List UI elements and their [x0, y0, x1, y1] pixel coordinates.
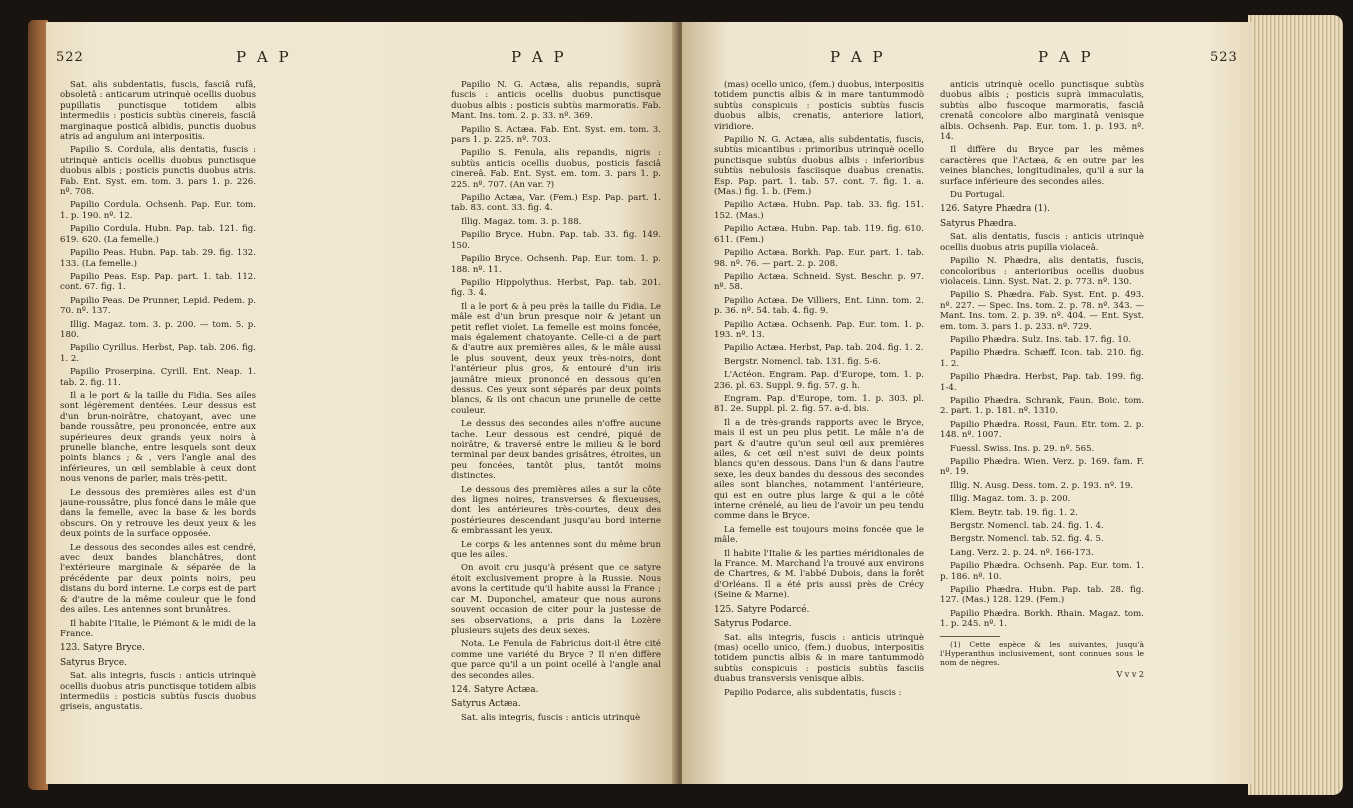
paragraph: Papilio N. Phædra, alis dentatis, fuscis, concoloribus : anterioribus ocellis duobus violaceis. Linn. Syst. Nat. 2. p. 773. nº. 130.	[940, 256, 1144, 287]
paragraph: Lang. Verz. 2. p. 24. nº. 166-173.	[950, 547, 1094, 558]
signature-mark: V v v 2	[1116, 669, 1144, 679]
paragraph: Sat. alis dentatis, fuscis : anticis utrinquè ocellis duobus atris pupilla violaceâ.	[940, 232, 1144, 253]
paragraph: Papilio Phædra. Schæff. Icon. tab. 210. fig. 1. 2.	[940, 348, 1144, 369]
paragraph: Illig. Magaz. tom. 3. p. 200.	[950, 494, 1071, 505]
running-head: P A P	[830, 48, 886, 66]
paragraph: Papilio N. G. Actæa, alis subdentatis, fuscis, subtùs micantibus : primoribus utrinquè ocello punctisque subtùs duobus albis : inferioribus subtùs nebulosis fasciisque duabus crenatis. Esp. Pap. part. 1. tab. 57. cont. 7. fig. 1. a. (Mas.) fig. 1. b. (Fem.)	[714, 135, 924, 198]
paragraph: Papilio S. Fenula, alis repandis, nigris : subtùs anticis ocellis duobus, posticis fasciâ cinereâ. Fab. Ent. Syst. em. tom. 3. pars 1. p. 225. nº. 707. (An var. ?)	[451, 148, 661, 190]
paragraph: Satyrus Phædra.	[940, 218, 1017, 229]
paragraph: Papilio Phædra. Ochsenh. Pap. Eur. tom. 1. p. 186. nº. 10.	[940, 561, 1144, 582]
paragraph: Papilio Actæa. Schneid. Syst. Beschr. p. 97. nº. 58.	[714, 271, 924, 293]
paragraph: Sat. alis subdentatis, fuscis, fasciâ rufâ, obsoletâ : anticarum utrinquè ocellis duobus pupillatis punctisque totidem albis intermediis : posticis subtùs cinereis, fasciâ marginaque posticâ albidis, punctis duobus atris ad angulum ani interpositis.	[60, 80, 256, 143]
running-head: P A P	[1038, 48, 1094, 66]
paragraph: Papilio Bryce. Ochsenh. Pap. Eur. tom. 1. p. 188. nº. 11.	[451, 254, 661, 275]
paragraph: Papilio Cordula. Ochsenh. Pap. Eur. tom. 1. p. 190. nº. 12.	[60, 200, 256, 221]
paragraph: Bergstr. Nomencl. tab. 131. fig. 5-6.	[724, 356, 881, 367]
paragraph: Il a le port & la taille du Fidia. Ses ailes sont légèrement dentées. Leur dessus est d'un brun-noirâtre, chatoyant, avec une bande roussâtre, peu prononcée, entre aux supérieures deux grands yeux noirs à prunelle blanche, entre lesquels sont deux points blancs ; & , vers l'angle anal des inférieures, un œil semblable à ceux dont nous venons de parler, mais très-petit.	[60, 390, 256, 485]
paragraph: Du Portugal.	[950, 190, 1005, 201]
paragraph: Papilio Actæa. De Villiers, Ent. Linn. tom. 2. p. 36. nº. 54. tab. 4. fig. 9.	[714, 295, 924, 317]
paragraph: Illig. N. Ausg. Dess. tom. 2. p. 193. nº. 19.	[950, 480, 1134, 491]
paragraph: Papilio Actæa. Herbst, Pap. tab. 204. fig. 1. 2.	[724, 343, 924, 354]
paragraph: Bergstr. Nomencl. tab. 52. fig. 4. 5.	[950, 534, 1104, 545]
paragraph: Le dessous des premières ailes est d'un jaune-roussâtre, plus foncé dans le mâle que dans la femelle, avec la base & les bords obscurs. On y retrouve les deux yeux & les deux points de la surface opposée.	[60, 487, 256, 540]
paragraph: 123. Satyre Bryce.	[60, 643, 145, 654]
paragraph: Bergstr. Nomencl. tab. 24. fig. 1. 4.	[950, 521, 1104, 532]
paragraph: Papilio S. Cordula, alis dentatis, fuscis : utrinquè anticis ocellis duobus punctisque duobus albis ; posticis punctis duobus atris. Fab. Ent. Syst. em. tom. 3. pars 1. p. 226. nº. 708.	[60, 145, 256, 198]
paragraph: On avoit cru jusqu'à présent que ce satyre étoit exclusivement propre à la Russie. Nous avons la certitude qu'il habite aussi la France ; car M. Duponchel, amateur que nous aurons souvent occasion de citer pour la justesse de ses observations, a pris dans la Lozère plusieurs sujets des deux sexes.	[451, 563, 661, 636]
paragraph: Papilio S. Phædra. Fab. Syst. Ent. p. 493. nº. 227. — Spec. Ins. tom. 2. p. 78. nº. 343. — Mant. Ins. tom. 2. p. 39. nº. 404. — Ent. Syst. em. tom. 3. pars 1. p. 233. nº. 729.	[940, 290, 1144, 332]
book-cover-edge-left	[28, 20, 48, 790]
paragraph: Papilio Peas. Hubn. Pap. tab. 29. fig. 132. 133. (La femelle.)	[60, 248, 256, 269]
paragraph: Papilio S. Actæa. Fab. Ent. Syst. em. tom. 3. pars 1. p. 225. nº. 703.	[451, 124, 661, 146]
paragraph: Il diffère du Bryce par les mêmes caractères que l'Actæa, & en outre par les veines blanches, longitudinales, qu'il a sur la surface inférieure des secondes ailes.	[940, 145, 1144, 187]
paragraph: Le dessus des secondes ailes n'offre aucune tache. Leur dessous est cendré, piqué de noirâtre, & traversé entre le milieu & le bord terminal par deux bandes grisâtres, étroites, un peu foncées, tantôt plus, tantôt moins distinctes.	[451, 419, 661, 482]
paragraph: Engram. Pap. d'Europe, tom. 1. p. 303. pl. 81. 2e. Suppl. pl. 2. fig. 57. a-d. bis.	[714, 393, 924, 415]
paragraph: 124. Satyre Actæa.	[451, 684, 539, 695]
paragraph: Papilio Phædra. Sulz. Ins. tab. 17. fig. 10.	[950, 334, 1132, 345]
paragraph: Satyrus Podarce.	[714, 619, 792, 630]
text-column-2	[451, 80, 661, 770]
paragraph: Papilio Actæa. Ochsenh. Pap. Eur. tom. 1. p. 193. nº. 13.	[714, 319, 924, 340]
paragraph: Klem. Beytr. tab. 19. fig. 1. 2.	[950, 507, 1078, 518]
paragraph: Le dessous des premières ailes a sur la côte des lignes noires, transverses & flexueuses, dont les antérieures très-courtes, deux des postérieures descendant jusqu'au bord interne & embrassant les yeux.	[451, 484, 661, 537]
paragraph: Sat. alis integris, fuscis : anticis utrinquè ocellis duobus atris punctisque totidem albis intermediis : posticis subtùs fuscis duobus griseis, angustatis.	[60, 671, 256, 713]
text-column-4	[940, 80, 1144, 770]
left-page	[46, 22, 678, 784]
footnote: (1) Cette espèce & les suivantes, jusqu'à l'Hyperanthus inclusivement, sont connues sous le nom de nègres.	[940, 639, 1144, 667]
paragraph: Papilio Actæa, Var. (Fem.) Esp. Pap. part. 1. tab. 83. cont. 33. fig. 4.	[451, 193, 661, 214]
text-column-3	[714, 80, 924, 770]
paragraph: Illig. Magaz. tom. 3. p. 188.	[461, 216, 582, 227]
page-number: 523	[1210, 50, 1238, 65]
paragraph: Papilio Bryce. Hubn. Pap. tab. 33. fig. 149. 150.	[451, 230, 661, 251]
paragraph: Le corps & les antennes sont du même brun que les ailes.	[451, 539, 661, 561]
paragraph: Satyrus Bryce.	[60, 657, 128, 668]
paragraph: Papilio Podarce, alis subdentatis, fuscis :	[724, 687, 902, 698]
paragraph: anticis utrinquè ocello punctisque subtùs duobus albis ; posticis suprà immaculatis, subtùs albo fuscoque marmoratis, fasciâ crenatâ concolore albo marginatâ venisque albis. Ochsenh. Pap. Eur. tom. 1. p. 193. nº. 14.	[940, 80, 1144, 143]
paragraph: Papilio Cordula. Hubn. Pap. tab. 121. fig. 619. 620. (La femelle.)	[60, 224, 256, 245]
paragraph: (mas) ocello unico, (fem.) duobus, interpositis totidem punctis albis & in mare tantummodò subtùs conspicuis : posticis subtùs fuscis duobus albis, crenatis, anteriore latiori, viridiore.	[714, 80, 924, 132]
paragraph: Le dessous des secondes ailes est cendré, avec deux bandes blanchâtres, dont l'extérieure marginale & séparée de la précédente par deux points noirs, peu distans du bord interne. Le corps est de part & d'autre de la même couleur que le fond des ailes. Les antennes sont brunâtres.	[60, 542, 256, 616]
paragraph: La femelle est toujours moins foncée que le mâle.	[714, 524, 924, 546]
paragraph: Il habite l'Italie, le Piémont & le midi de la France.	[60, 618, 256, 639]
paragraph: Papilio Phædra. Borkh. Rhain. Magaz. tom. 1. p. 245. nº. 1.	[940, 608, 1144, 630]
paragraph: Papilio N. G. Actæa, alis repandis, suprà fuscis : anticis ocellis duobus punctisque duobus albis : posticis subtùs marmoratis. Fab. Mant. Ins. tom. 2. p. 33. nº. 369.	[451, 80, 661, 122]
book-page-edges-right	[1248, 15, 1343, 795]
paragraph: 125. Satyre Podarcé.	[714, 604, 810, 615]
paragraph: Papilio Phædra. Rossi, Faun. Etr. tom. 2. p. 148. nº. 1007.	[940, 419, 1144, 441]
paragraph: Papilio Phædra. Wien. Verz. p. 169. fam. F. nº. 19.	[940, 457, 1144, 478]
paragraph: Papilio Hippolythus. Herbst, Pap. tab. 201. fig. 3. 4.	[451, 277, 661, 299]
running-head: P A P	[511, 48, 567, 66]
paragraph: L'Actéon. Engram. Pap. d'Europe, tom. 1. p. 236. pl. 63. Suppl. 9. fig. 57. g. h.	[714, 370, 924, 391]
paragraph: Papilio Peas. De Prunner, Lepid. Pedem. p. 70. nº. 137.	[60, 295, 256, 317]
paragraph: 126. Satyre Phædra (1).	[940, 204, 1050, 215]
running-head: P A P	[236, 48, 292, 66]
paragraph: Papilio Actæa. Hubn. Pap. tab. 119. fig. 610. 611. (Fem.)	[714, 224, 924, 245]
paragraph: Illig. Magaz. tom. 3. p. 200. — tom. 5. p. 180.	[60, 319, 256, 340]
paragraph: Papilio Phædra. Schrank, Faun. Boic. tom. 2. part. 1. p. 181. nº. 1310.	[940, 395, 1144, 417]
paragraph: Papilio Actæa. Hubn. Pap. tab. 33. fig. 151. 152. (Mas.)	[714, 200, 924, 221]
paragraph: Papilio Proserpina. Cyrill. Ent. Neap. 1. tab. 2. fig. 11.	[60, 367, 256, 388]
paragraph: Papilio Actæa. Borkh. Pap. Eur. part. 1. tab. 98. nº. 76. — part. 2. p. 208.	[714, 248, 924, 269]
left-page-header	[46, 48, 678, 72]
paragraph: Papilio Peas. Esp. Pap. part. 1. tab. 112. cont. 67. fig. 1.	[60, 271, 256, 293]
paragraph: Satyrus Actæa.	[451, 699, 521, 710]
paragraph: Sat. alis integris, fuscis : anticis utrinquè	[461, 712, 641, 723]
paragraph: Papilio Phædra. Herbst, Pap. tab. 199. fig. 1-4.	[940, 372, 1144, 393]
footnote-rule	[940, 636, 1000, 637]
paragraph: Sat. alis integris, fuscis : anticis utrinquè (mas) ocello unico, (fem.) duobus, interpositis totidem punctis albis & in mare tantummodò subtùs conspicuis : posticis subtùs fasciis duabus transversis venisque albis.	[714, 632, 924, 685]
paragraph: Fuessl. Swiss. Ins. p. 29. nº. 565.	[950, 443, 1095, 454]
paragraph: Il habite l'Italie & les parties méridionales de la France. M. Marchand l'a trouvé aux environs de Chartres, & M. l'abbé Dubois, dans la forêt d'Orléans. Il a été pris aussi près de Crécy (Seine & Marne).	[714, 548, 924, 601]
text-column-1	[60, 80, 256, 770]
paragraph: Il a le port & à peu près la taille du Fidia. Le mâle est d'un brun presque noir & jetant un petit reflet violet. La femelle est moins foncée, mais également chatoyante. Celle-ci a de part & d'autre aux premières ailes, & le mâle aussi le plus souvent, deux yeux très-noirs, dont l'antérieur plus gros, & entouré d'un iris jaunâtre mieux prononcé en dessous qu'en dessus. Ces yeux sont séparés par deux points blancs, & ils ont chacun une prunelle de cette couleur.	[451, 301, 661, 416]
paragraph: Papilio Phædra. Hubn. Pap. tab. 28. fig. 127. (Mas.) 128. 129. (Fem.)	[940, 585, 1144, 606]
right-page	[682, 22, 1252, 784]
paragraph: Nota. Le Fenula de Fabricius doit-il être cité comme une variété du Bryce ? Il n'en diffère que parce qu'il a un point ocellé à l'angle anal des secondes ailes.	[451, 639, 661, 681]
paragraph: Papilio Cyrillus. Herbst, Pap. tab. 206. fig. 1. 2.	[60, 343, 256, 364]
paragraph: Il a de très-grands rapports avec le Bryce, mais il est un peu plus petit. Le mâle n'a de part & d'autre qu'un seul œil aux premières ailes, & cet œil n'est suivi de deux points blancs qu'en dessous. Dans l'un & dans l'autre sexe, les deux bandes du dessous des secondes ailes sont blanches, notamment l'antérieure, qui est en outre plus large & qui a le côté interne crénelé, au lieu de l'avoir un peu tendu comme dans le Bryce.	[714, 417, 924, 522]
right-page-header	[682, 48, 1252, 72]
page-number: 522	[56, 50, 84, 65]
